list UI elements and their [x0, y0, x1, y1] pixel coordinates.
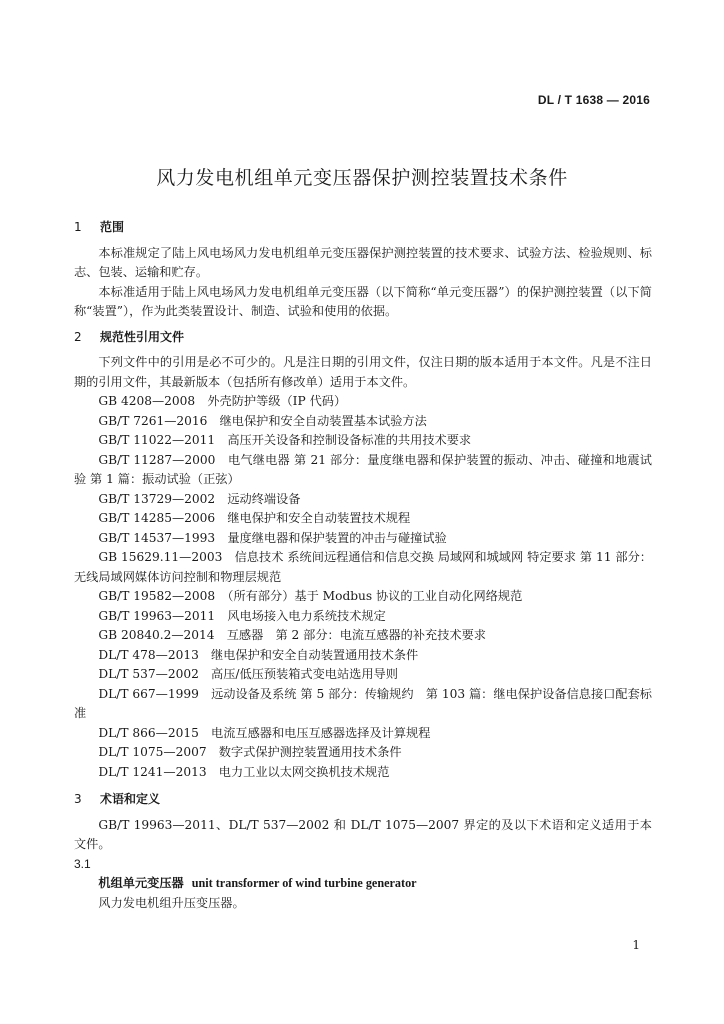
reference-item: GB/T 19963—2011 风电场接入电力系统技术规定	[98, 608, 386, 623]
paragraph: 本标准规定了陆上风电场风力发电机组单元变压器保护测控装置的技术要求、试验方法、检验规则、标志、包装、运输和贮存。	[74, 245, 652, 279]
reference-list	[74, 392, 652, 782]
document-code: DL / T 1638 — 2016	[537, 93, 650, 107]
reference-item: DL/T 1075—2007 数字式保护测控装置通用技术条件	[98, 745, 402, 759]
section-title: 范围	[100, 220, 125, 234]
term-name	[74, 874, 652, 894]
reference-item: GB/T 13729—2002 远动终端设备	[98, 491, 301, 506]
reference-item: GB/T 14285—2006 继电保护和安全自动装置技术规程	[98, 511, 411, 525]
reference-item: GB/T 19582—2008 （所有部分）基于 Modbus 协议的工业自动化网络规范	[98, 589, 523, 603]
reference-item: DL/T 1241—2013 电力工业以太网交换机技术规范	[98, 764, 390, 779]
reference-item: GB/T 14537—1993 量度继电器和保护装置的冲击与碰撞试验	[98, 530, 447, 545]
reference-item: GB 4208—2008 外壳防护等级（IP 代码）	[98, 394, 347, 408]
section-3-heading	[74, 790, 652, 810]
section-2-heading	[74, 328, 652, 348]
reference-item: DL/T 478—2013 继电保护和安全自动装置通用技术条件	[98, 647, 419, 662]
document-body	[74, 218, 652, 913]
reference-item: DL/T 667—1999 远动设备及系统 第 5 部分：传输规约 第 103 篇：继电保护设备信息接口配套标准	[74, 686, 652, 720]
reference-item: DL/T 866—2015 电流互感器和电压互感器选择及计算规程	[98, 725, 431, 740]
term-name-en: unit transformer of wind turbine generator	[191, 876, 417, 890]
page-number: 1	[632, 938, 640, 952]
section-number: 1	[74, 220, 82, 234]
document-title: 风力发电机组单元变压器保护测控装置技术条件	[156, 166, 568, 189]
reference-item: GB/T 7261—2016 继电保护和安全自动装置基本试验方法	[98, 413, 427, 428]
paragraph: 下列文件中的引用是必不可少的。凡是注日期的引用文件，仅注日期的版本适用于本文件。凡是不注日期的引用文件，其最新版本（包括所有修改单）适用于本文件。	[74, 355, 652, 389]
reference-item: GB/T 11287—2000 电气继电器 第 21 部分：量度继电器和保护装置的振动、冲击、碰撞和地震试验 第 1 篇：振动试验（正弦）	[74, 452, 652, 486]
term-definition: 风力发电机组升压变压器。	[98, 895, 245, 910]
reference-item: GB 15629.11—2003 信息技术 系统间远程通信和信息交换 局域网和城域网 特定要求 第 11 部分：无线局域网媒体访问控制和物理层规范	[74, 550, 652, 584]
term-number: 3.1	[74, 856, 91, 871]
section-title: 规范性引用文件	[100, 329, 185, 344]
section-1-heading	[74, 218, 652, 238]
section-number: 2	[74, 329, 82, 344]
reference-item: DL/T 537—2002 高压/低压预装箱式变电站选用导则	[98, 667, 398, 681]
section-title: 术语和定义	[100, 792, 161, 806]
paragraph: 本标准适用于陆上风电场风力发电机组单元变压器（以下简称“单元变压器”）的保护测控装置（以下简称“装置”），作为此类装置设计、制造、试验和使用的依据。	[74, 284, 652, 318]
section-number: 3	[74, 792, 82, 806]
paragraph: GB/T 19963—2011、DL/T 537—2002 和 DL/T 1075—2007 界定的及以下术语和定义适用于本文件。	[74, 817, 652, 851]
reference-item: GB/T 11022—2011 高压开关设备和控制设备标准的共用技术要求	[98, 433, 472, 447]
term-name-cn: 机组单元变压器	[98, 876, 184, 890]
reference-item: GB 20840.2—2014 互感器 第 2 部分：电流互感器的补充技术要求	[98, 628, 486, 642]
